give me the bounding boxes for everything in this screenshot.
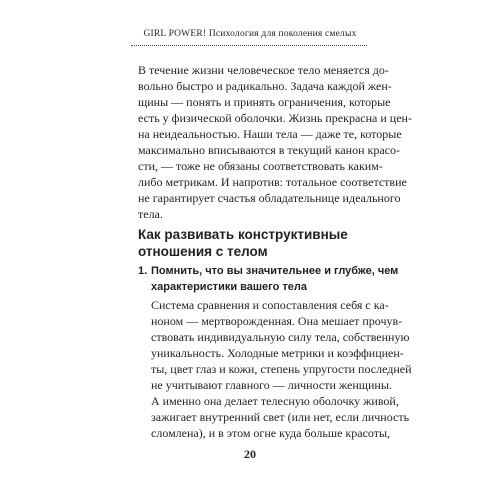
list-item-1-title [138,263,399,295]
paragraph-line: В течение жизни человеческое тело меняется до- [138,63,389,77]
paragraph-line: уникальность. Холодные метрики и коэффициен- [151,346,404,360]
section-heading [138,226,368,260]
header-dotted-rule [131,45,367,46]
paragraph-line: на неидеальностью. Наши тела — даже те, которые [138,127,402,141]
paragraph-line: либо метрикам. И напротив: тотальное соответствие [138,175,407,189]
paragraph-line: ствовать индивидуальную силу тела, собственную [151,330,410,344]
list-item-title-line: характеристики вашего тела [151,281,307,293]
paragraph-line: ты, цвет глаз и кожи, степень упругости последней [151,362,412,376]
page-number: 20 [244,447,256,461]
section-heading-line: Как развивать конструктивные [138,227,348,242]
list-item-title-line [138,263,399,279]
paragraph-line: Система сравнения и сопоставления себя с ка- [151,298,389,312]
section-heading-line: отношения с телом [138,244,268,259]
paragraph-line: А именно она делает телесную оболочку живой, [151,394,399,408]
running-header: GIRL POWER! Психология для поколения смелых [143,29,357,39]
paragraph-line: щины — понять и принять ограничения, которые [138,95,391,109]
paragraph-line: сломлена), и в этом огне куда больше красоты, [151,426,391,440]
paragraph-line: ноном — мертворожденная. Она мешает прочув- [151,314,403,328]
paragraph-line: есть у физической оболочки. Жизнь прекрасна и цен- [138,111,412,125]
body-paragraph-2 [151,297,412,441]
paragraph-line: вольно быстро и радикально. Задача каждой жен- [138,79,392,93]
paragraph-line: не гарантирует счастья обладательнице идеального [138,191,401,205]
list-item-title-text: Помнить, что вы значительнее и глубже, чем [151,265,399,277]
paragraph-line: зажигает внутренний свет (или нет, если личность [151,410,410,424]
paragraph-line: тела. [138,207,163,221]
paragraph-line: не учитывают главного — личности женщины. [151,378,392,392]
paragraph-line: сти, — тоже не обязаны соответствовать каким- [138,159,383,173]
paragraph-line: максимально вписываются в текущий канон красо- [138,143,400,157]
body-paragraph-1 [138,62,412,222]
list-item-number: 1. [138,265,148,277]
